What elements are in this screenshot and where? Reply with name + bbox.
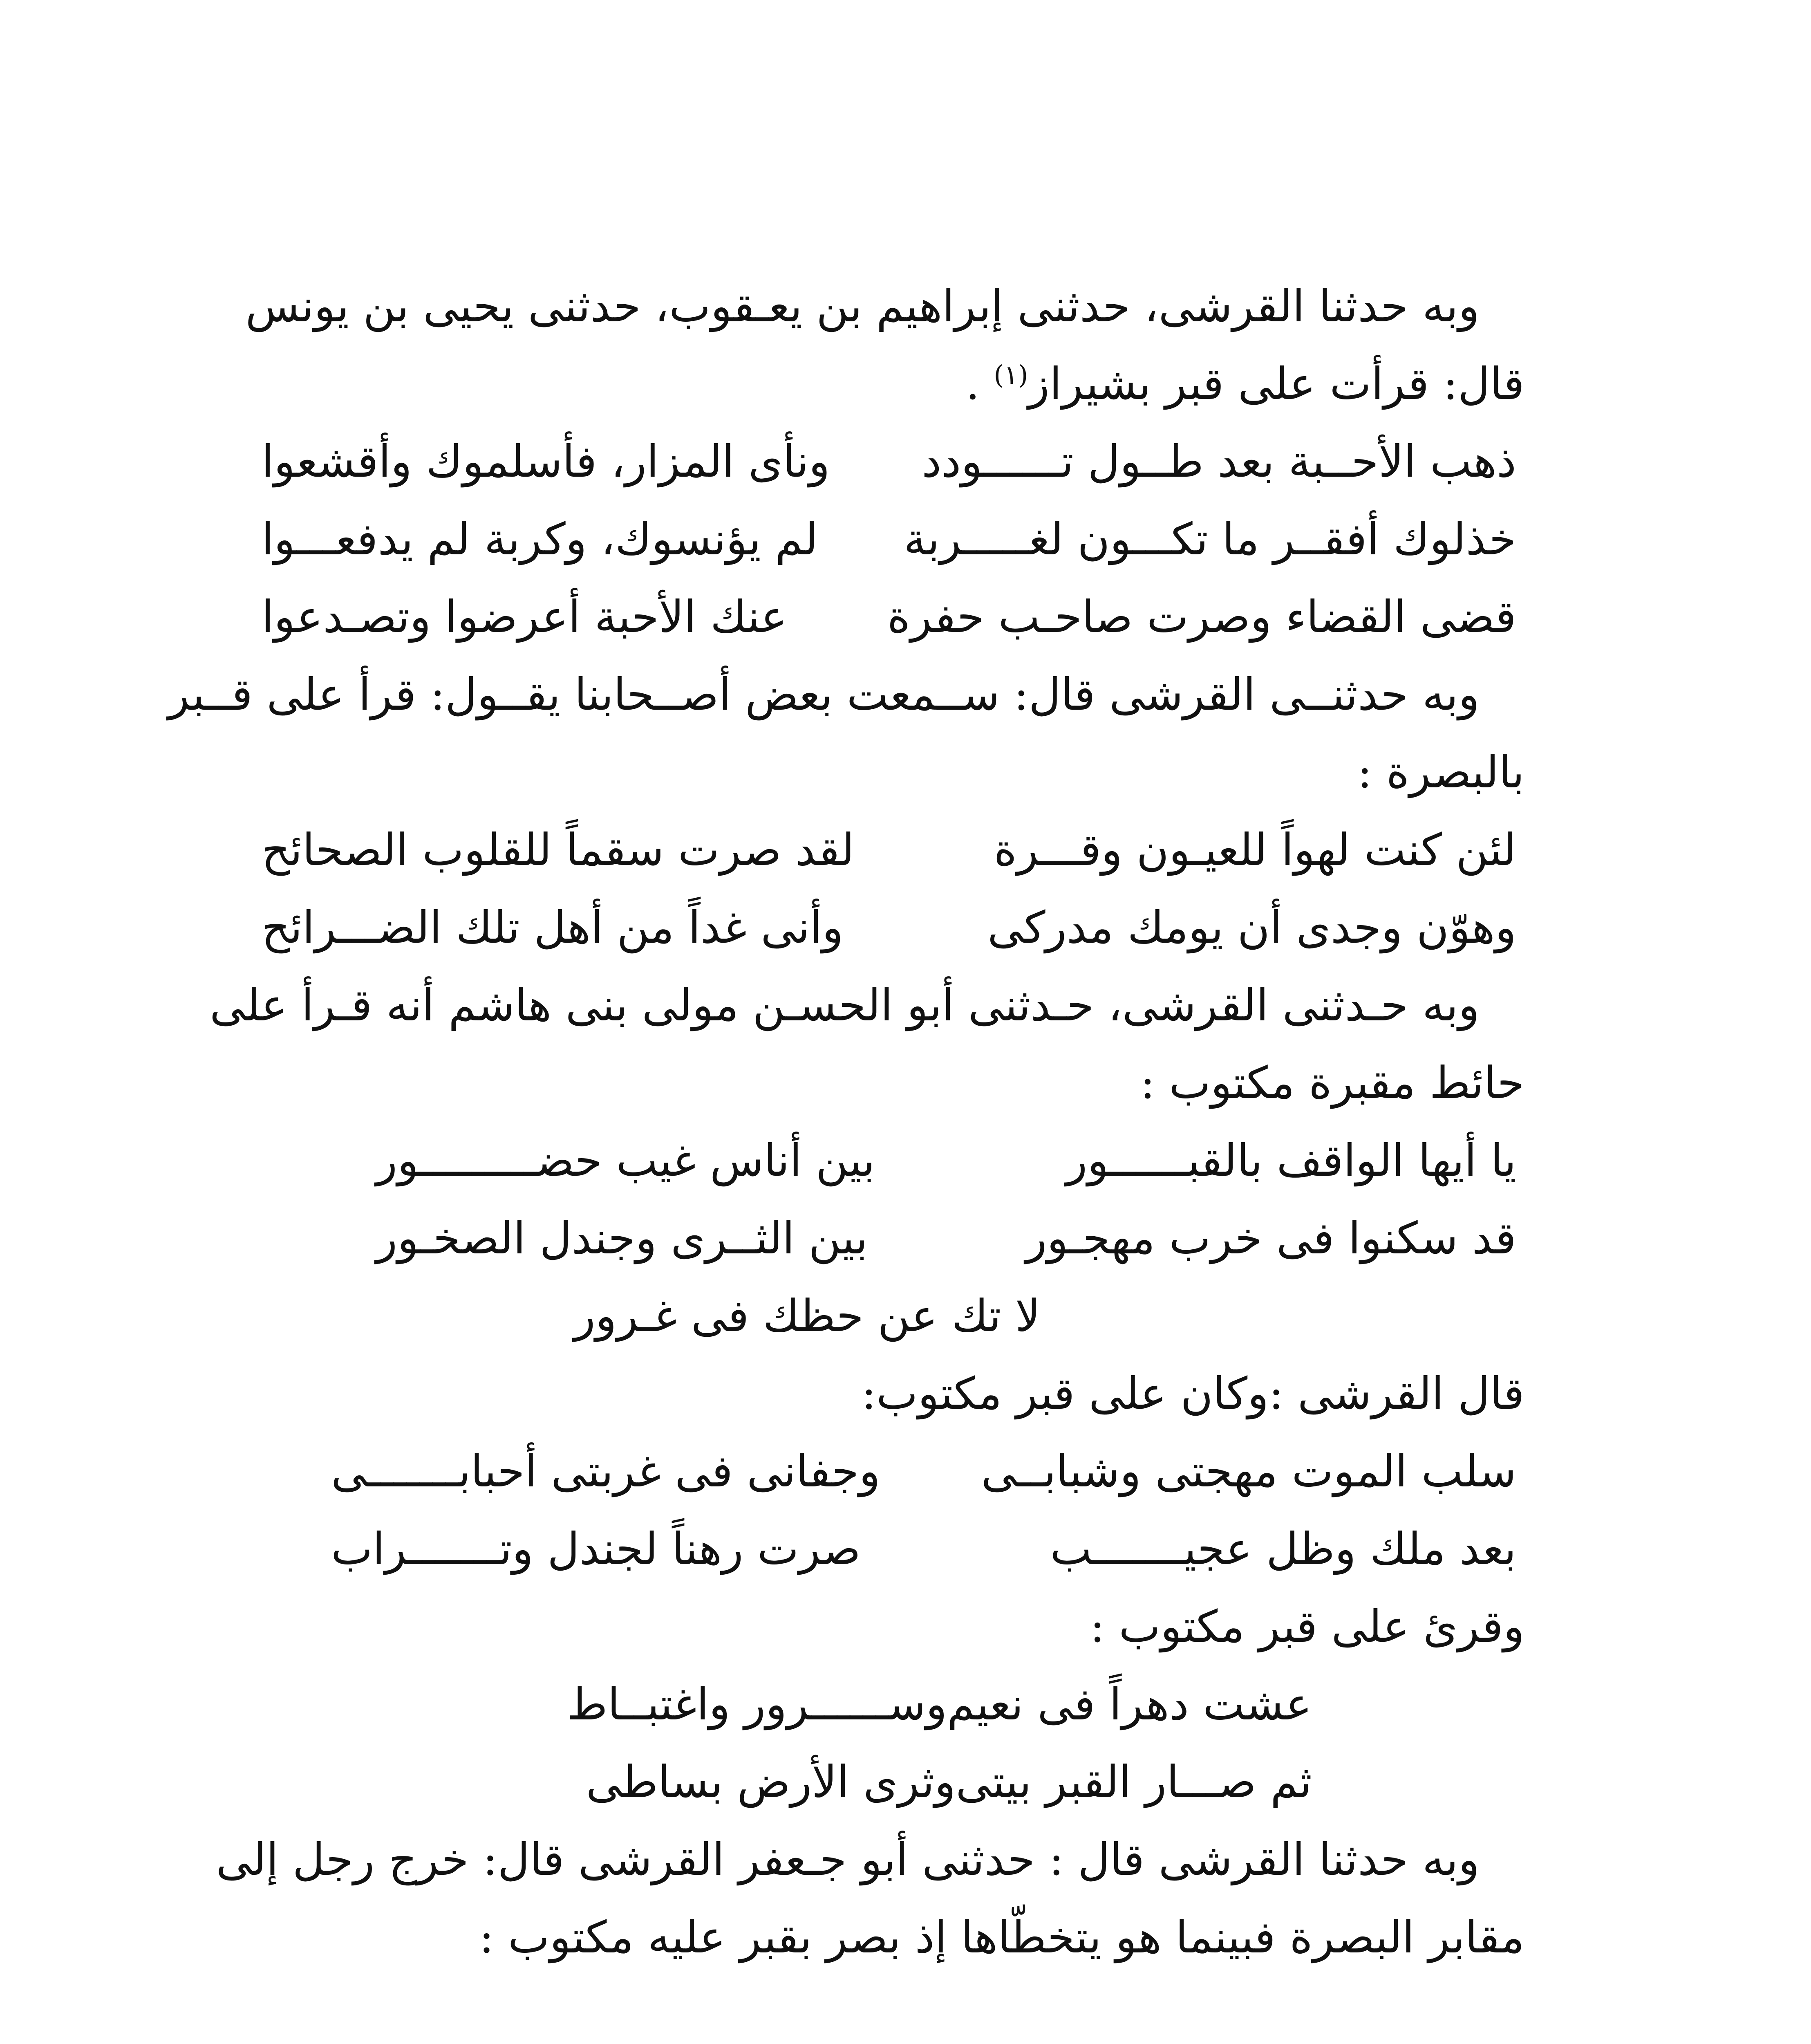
poem-2 [262,811,1524,967]
paragraph-1-line-2-end: . [965,359,994,410]
poem-1 [262,423,1524,656]
poem-3-verse [262,1200,1524,1278]
main-text [168,268,1524,1977]
hemistich-right: قضى القضاء وصرت صاحـب حفرة [887,592,1516,643]
paragraph-6-line-1-text: وبه حدثنا القرشى قال : حدثنى أبو جـعفر القرشى قال: خرج رجل إلى [216,1834,1480,1885]
paragraph-2-line-1 [168,656,1524,734]
hemistich-left: صرت رهناً لجندل وتـــــــراب [331,1524,861,1575]
paragraph-2-line-2 [262,734,1524,811]
paragraph-4 [262,1355,1524,1433]
poem-3 [262,1122,1524,1355]
hemistich-left: وأنى غداً من أهل تلك الضـــرائح [262,902,844,953]
poem-1-verse [262,423,1524,501]
hemistich-left: وثرى الأرض بساطى [586,1757,956,1808]
paragraph-5 [262,1588,1524,1666]
hemistich-left: ونأى المزار، فأسلموك وأقشعوا [262,436,830,487]
poem-3-final-line [262,1278,1524,1355]
poem-5-verse [262,1666,1524,1744]
paragraph-2-line-2-text: بالبصرة : [1357,747,1524,798]
poem-1-verse [262,578,1524,656]
footnote-reference[interactable]: (١) [994,360,1028,390]
paragraph-1-line-1 [245,268,1524,345]
hemistich-left: وســــــرور واغتبــاط [566,1679,947,1730]
poem-3-final-text: لا تك عن حظك فى غـرور [574,1291,1041,1342]
paragraph-1-line-2-text: قال: قرأت على قبر بشيراز [1028,359,1524,410]
poem-4 [262,1433,1524,1588]
poem-4-verse [262,1433,1524,1511]
hemistich-right: ذهب الأحــبة بعد طــول تــــــودد [922,436,1516,487]
hemistich-right: خذلوك أفقــر ما تكـــون لغـــــربة [904,514,1516,565]
paragraph-1-line-2 [262,345,1524,423]
paragraph-4-text: قال القرشى :وكان على قبر مكتوب: [861,1368,1524,1419]
hemistich-right: بعد ملك وظل عجيـــــــب [1050,1524,1516,1575]
hemistich-left: وجفانى فى غربتى أحبابـــــــى [331,1446,880,1497]
hemistich-right: يا أيها الواقف بالقبــــــور [1066,1135,1516,1186]
poem-2-verse [262,811,1524,889]
hemistich-left: لم يؤنسوك، وكربة لم يدفعـــوا [262,514,818,565]
paragraph-2-line-1-text: وبه حدثنــى القرشى قال: ســمعت بعض أصــحابنا يقــول: قرأ على قــبر [168,669,1480,720]
poem-5 [262,1666,1524,1821]
paragraph-3-line-1 [210,967,1524,1044]
poem-3-verse [262,1122,1524,1200]
hemistich-right: سلب الموت مهجتى وشبابــى [981,1446,1516,1497]
paragraph-1-line-1-text: وبه حدثنا القرشى، حدثنى إبراهيم بن يعـقوب، حدثنى يحيى بن يونس [245,281,1480,332]
poem-4-verse [262,1511,1524,1588]
paragraph-6-line-2-text: مقابر البصرة فبينما هو يتخطّاها إذ بصر بقبر عليه مكتوب : [479,1912,1524,1963]
poem-2-verse [262,889,1524,967]
paragraph-3-line-1-text: وبه حـدثنى القرشى، حـدثنى أبو الحسـن مولى بنى هاشم أنه قـرأ على [210,980,1480,1031]
paragraph-3-line-2-text: حائط مقبرة مكتوب : [1140,1058,1524,1109]
poem-1-verse [262,501,1524,578]
paragraph-3-line-2 [262,1044,1524,1122]
hemistich-right: وهوّن وجدى أن يومك مدركى [987,902,1516,953]
hemistich-right: ثم صـــار القبر بيتى [956,1757,1312,1808]
hemistich-right: لئن كنت لهواً للعيـون وقـــرة [994,825,1516,876]
hemistich-left: لقد صرت سقماً للقلوب الصحائح [262,825,855,876]
poem-5-verse [262,1744,1524,1821]
hemistich-left: بين أناس غيب حضـــــــــور [376,1135,875,1186]
hemistich-left: بين الثــرى وجندل الصخـور [376,1213,868,1264]
paragraph-5-text: وقرئ على قبر مكتوب : [1090,1601,1524,1652]
paragraph-6-line-1 [216,1821,1524,1899]
hemistich-right: عشت دهراً فى نعيم [947,1679,1312,1730]
paragraph-6-line-2 [262,1899,1524,1977]
hemistich-right: قد سكنوا فى خرب مهجـور [1025,1213,1516,1264]
hemistich-left: عنك الأحبة أعرضوا وتصـدعوا [262,592,787,643]
